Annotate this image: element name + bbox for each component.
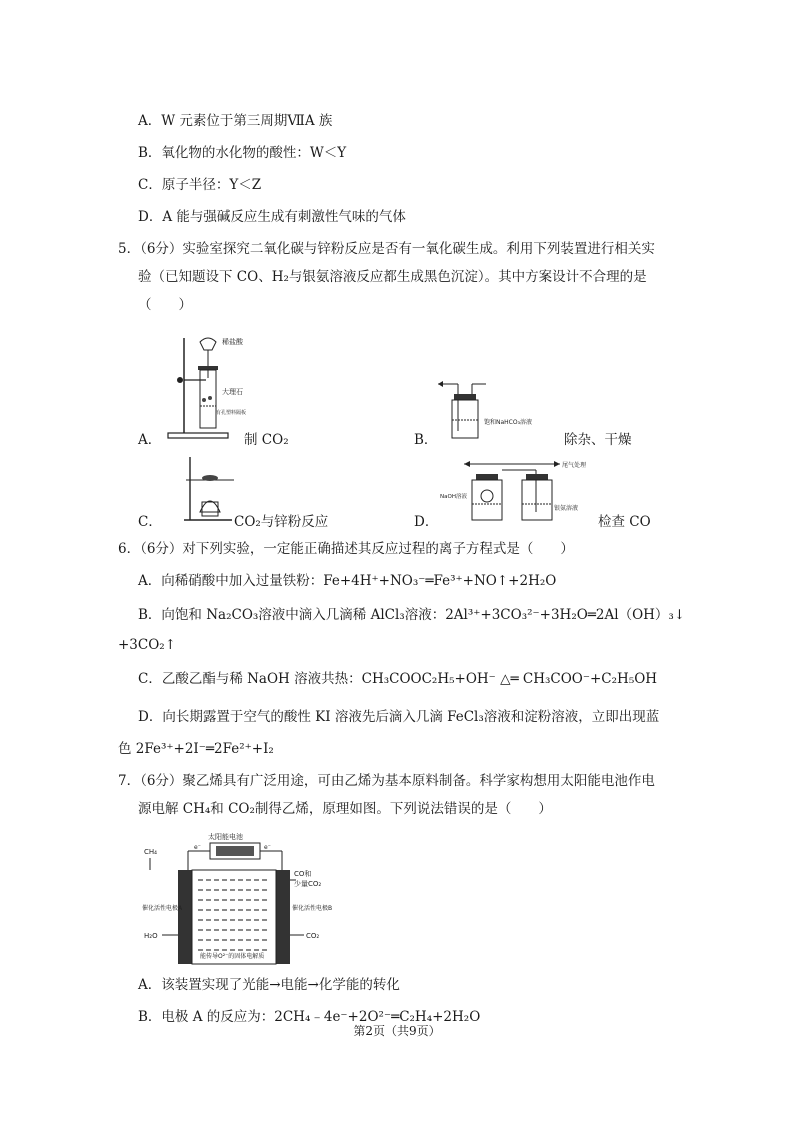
fig-d-label-naoh: NaOH溶液 (440, 494, 467, 500)
q6-option-b: B．向饱和 Na₂CO₃溶液中滴入几滴稀 AlCl₃溶液：2Al³⁺+3CO₃²⁻+3H₂O═2Al（OH）₃↓ (138, 607, 686, 623)
fig7-co2-out: 少量CO₂ (294, 880, 322, 888)
fig-a-label-marble: 大理石 (222, 388, 243, 396)
q5-option-b-caption: 除杂、干燥 (564, 432, 632, 448)
q4-option-a: A．W 元素位于第三周期ⅦA 族 (138, 113, 333, 129)
q4-option-c: C．原子半径：Y＜Z (138, 177, 262, 193)
fig7-e-left: e⁻ (194, 844, 201, 851)
fig7-solar-label: 太阳能电池 (208, 833, 243, 841)
fig-b-label-solution: 饱和NaHCO₃溶液 (484, 419, 532, 426)
q7-option-a: A．该装置实现了光能→电能→化学能的转化 (138, 977, 400, 993)
q5-option-a-caption: 制 CO₂ (244, 432, 289, 448)
fig-d-label-tail: 尾气处理 (562, 462, 587, 469)
fig7-electrode-a: 催化活性电极A (142, 905, 183, 912)
q5-figure-c (182, 452, 242, 524)
q5-option-a-letter: A． (138, 432, 162, 448)
q5-stem-line2: 验（已知题设下 CO、H₂与银氨溶液反应都生成黑色沉淀）。其中方案设计不合理的是 (138, 269, 647, 285)
q5-option-d-letter: D． (414, 514, 439, 530)
fig-a-label-plate: 有孔塑料隔板 (216, 410, 247, 416)
q7-stem-line2: 源电解 CH₄和 CO₂制得乙烯，原理如图。下列说法错误的是（ ） (138, 801, 552, 817)
q6-option-d: D．向长期露置于空气的酸性 KI 溶液先后滴入几滴 FeCl₃溶液和淀粉溶液，立即出现蓝 (138, 709, 660, 725)
q6-option-c: C．乙酸乙酯与稀 NaOH 溶液共热：CH₃COOC₂H₅+OH⁻ △═ CH₃COO⁻+C₂H₅OH (138, 671, 658, 687)
fig7-co2-in: CO₂ (306, 932, 320, 940)
q5-figure-a (160, 328, 270, 443)
fig7-co: CO和 (294, 870, 312, 878)
fig7-electrolyte: 能传导O²⁻的固体电解质 (200, 953, 265, 960)
q7-option-b: B．电极 A 的反应为：2CH₄﹣4e⁻+2O²⁻═C₂H₄+2H₂O (138, 1009, 481, 1025)
page-footer: 第2页（共9页） (353, 1024, 441, 1038)
q6-option-d-cont: 色 2Fe³⁺+2I⁻═2Fe²⁺+I₂ (118, 741, 274, 757)
q7-stem-line1: 7．（6分）聚乙烯具有广泛用途，可由乙烯为基本原料制备。科学家构想用太阳能电池作电 (118, 773, 655, 789)
q5-figure-d (440, 456, 600, 528)
q4-option-d: D．A 能与强碱反应生成有刺激性气味的气体 (138, 209, 406, 225)
q6-stem: 6．（6分）对下列实验，一定能正确描述其反应过程的离子方程式是（ ） (118, 541, 574, 557)
q5-stem-line1: 5．（6分）实验室探究二氧化碳与锌粉反应是否有一氧化碳生成。利用下列装置进行相关实 (118, 241, 655, 257)
fig7-h2o: H₂O (144, 932, 158, 940)
q5-option-b-letter: B． (414, 432, 438, 448)
fig7-ch4: CH₄ (144, 848, 157, 856)
q6-option-b-cont: +3CO₂↑ (118, 637, 177, 653)
fig-a-label-acid: 稀盐酸 (222, 338, 243, 346)
fig7-electrode-b: 催化活性电极B (292, 905, 333, 912)
q5-option-d-caption: 检查 CO (598, 514, 651, 530)
fig-d-label-silver: 银氨溶液 (554, 505, 579, 512)
q5-option-c-caption: CO₂与锌粉反应 (234, 514, 329, 530)
q7-figure-electrolysis (140, 830, 340, 970)
q5-stem-line3: （ ） (138, 297, 192, 313)
q5-figure-b (436, 376, 546, 446)
q5-option-c-letter: C． (138, 514, 162, 530)
q4-option-b: B．氧化物的水化物的酸性：W＜Y (138, 145, 347, 161)
q6-option-a: A．向稀硝酸中加入过量铁粉：Fe+4H⁺+NO₃⁻═Fe³⁺+NO↑+2H₂O (138, 573, 557, 589)
fig7-e-right: e⁻ (264, 844, 271, 851)
